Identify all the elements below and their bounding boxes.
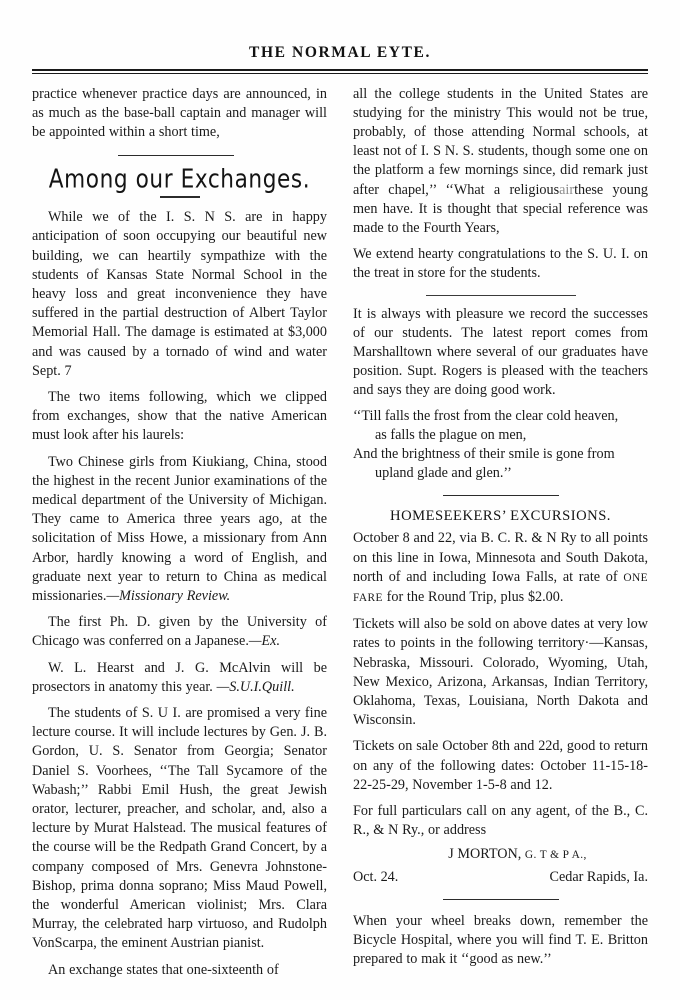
signature-name: J MORTON, <box>448 846 522 863</box>
paragraph-isns-sympathy: While we of the I. S. N S. are in happy anticipation of soon occupying our beautiful new building, we can heartily sympathize with the students of Kansas State Normal School in the heavy loss and great inconvenience they have suffered in the partial destruction of Albert Taylor Memorial Hall. The damage is estimated at $3,000 and was caused by a tornado of wind and water Sept. 7 <box>32 209 327 379</box>
faded-word-air: air <box>559 181 575 198</box>
heading-top-rule <box>118 155 234 156</box>
masthead <box>0 0 680 74</box>
paragraph-continued-left: practice whenever practice days are announced, in as much as the base-ball captain and manager will be appointed within a short time, <box>32 85 327 140</box>
paragraph-phd-chicago <box>32 613 327 651</box>
one-fare-label: ONE FARE <box>353 571 648 604</box>
paragraph-continued-right-end: these young men have. It is thought that special reference was made to the Fourth Years, <box>353 181 648 236</box>
right-column <box>353 85 648 970</box>
two-column-body <box>32 85 648 980</box>
poem-line-4: upland glade and glen.’’ <box>375 465 512 482</box>
paragraph-excursion-territory: Tickets will also be sold on above dates at very low rates to points in the following territory·—Kansas, Nebraska, Missouri. Colorado, Wyoming, Utah, New Mexico, Arizona, Arkansas, Indian Territory, Oklahoma, Texas, Louisiana, North Dakota and Wisconsin. <box>353 616 648 729</box>
paragraph-excursion-dates-a: October 8 and 22, via B. C. R. & N Ry to all points on this line in Iowa, Minnesota and South Dakota, north of and including Iowa Falls, at rate of <box>353 530 648 585</box>
citation-missionary-review: —Missionary Review. <box>106 587 231 604</box>
citation-ex: —Ex. <box>248 633 281 650</box>
signature-name-line <box>353 845 648 865</box>
paragraph-congratulations: We extend hearty congratulations to the S. U. I. on the treat in store for the students. <box>353 246 648 282</box>
page-title: THE NORMAL EYTE. <box>249 44 431 61</box>
paragraph-continued-right <box>353 85 648 239</box>
paragraph-excursion-contact: For full particulars call on any agent, of the B., C. R., & N Ry., or address <box>353 803 648 839</box>
paragraph-prosectors-text: W. L. Hearst and J. G. McAlvin will be prosectors in anatomy this year. <box>32 659 327 695</box>
citation-suiquill: —S.U.I.Quill. <box>216 678 295 695</box>
signature-titles: G. T & P A., <box>524 849 587 862</box>
paragraph-excursion-dates <box>353 529 648 608</box>
paragraph-phd-chicago-text: The first Ph. D. given by the University of Chicago was conferred on a Japanese. <box>32 614 327 650</box>
signature-place: Cedar Rapids, Ia. <box>549 868 648 885</box>
paragraph-marshalltown: It is always with pleasure we record the successes of our students. The latest report comes from Marshalltown where several of our graduates have position. Supt. Rogers is pleased with the teachers and says they are doing good work. <box>353 305 648 399</box>
signature-date-place-row <box>353 868 648 887</box>
signature-date: Oct. 24. <box>353 868 399 885</box>
heading-bottom-rule <box>160 196 200 198</box>
poem-block <box>353 407 648 484</box>
paragraph-lecture-course: The students of S. U I. are promised a very fine lecture course. It will include lectures by Gen. J. B. Gordon, U. S. Senator from Georgia; Senator Daniel S. Voorhees, ‘‘The Tall Sycamore of the Wabash;’’ Rabbi Emil Hush, the great Jewish orator, lecturer, preacher, and scholar, and, also a lecture by Murat Halstead. The musical features of the course will be the Redpath Grand Concert, by a company composed of Mrs. Genevra Johnstone-Bishop, prima donna soprano; Miss Maud Powell, the wonderful American violinist; Mrs. Clara Murray, the celebrated harp virtuoso, and Rudolph VonScarpa, the eminent Austrian pianist. <box>32 704 327 952</box>
poem-line-1: ‘‘Till falls the frost from the clear cold heaven, <box>353 407 619 424</box>
poem-line-2: as falls the plague on men, <box>375 426 527 443</box>
section-divider-2 <box>443 495 559 496</box>
paragraph-chinese-girls-text: Two Chinese girls from Kiukiang, China, stood the highest in the recent Junior examinations of the medical department of the University of Michigan. They came to America three years ago, at the solicitation of Miss Howe, a missionary from Ann Arbor, hardly knowing a word of English, and graduate next year to return to China as medical missionaries. <box>32 453 327 604</box>
paragraph-chinese-girls <box>32 453 327 607</box>
left-column <box>32 85 327 980</box>
section-divider-3 <box>443 899 559 900</box>
paragraph-bicycle-hospital: When your wheel breaks down, remember the Bicycle Hospital, where you will find T. E. Britton prepared to mak it ‘‘good as new.’’ <box>353 912 648 968</box>
paragraph-excursion-return: Tickets on sale October 8th and 22d, good to return on any of the following dates: October 11-15-18-22-25-29, November 1-5-8 and 12. <box>353 738 648 793</box>
paragraph-exchange-states: An exchange states that one-sixteenth of <box>48 961 279 978</box>
paragraph-excursion-dates-b: for the Round Trip, plus $2.00. <box>382 588 564 605</box>
section-divider-1 <box>426 295 576 296</box>
exchanges-heading-block <box>32 155 327 198</box>
left-continued-block <box>32 85 327 143</box>
section-heading-homeseekers: HOMESEEKERS’ EXCURSIONS. <box>390 508 611 525</box>
masthead-rule <box>32 69 648 74</box>
paragraph-continued-right-text: all the college students in the United States are studying for the ministry This would not be true, probably, of those attending Normal schools, at least not of I. S N. S. students, though some one on the platform a few mornings since, did remark just after chapel,’’ ‘‘What a religious <box>353 85 648 198</box>
paragraph-two-items: The two items following, which we clipped from exchanges, show that the native American must look after his laurels: <box>32 388 327 444</box>
poem-line-3: And the brightness of their smile is gone from <box>353 445 615 462</box>
paragraph-prosectors <box>32 659 327 697</box>
section-heading-exchanges: Among our Exchanges. <box>48 163 311 195</box>
